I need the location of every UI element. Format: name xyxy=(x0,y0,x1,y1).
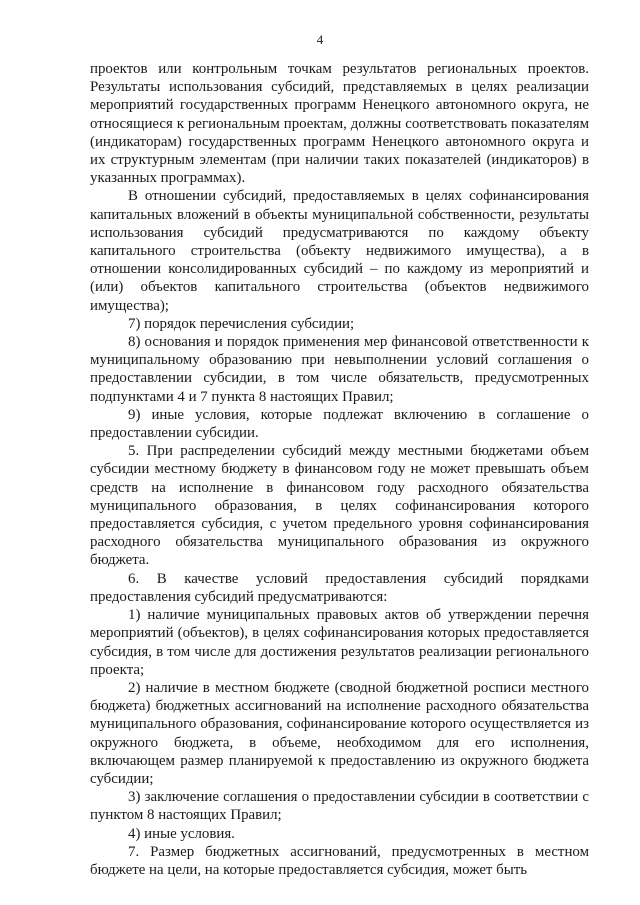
paragraph-condition-1: 1) наличие муниципальных правовых актов об утверждении перечня мероприятий (объектов), в целях софинансирования которых предоставляется субсидия, в том числе для достижения результатов реализации регионального проекта; xyxy=(90,607,589,678)
paragraph-condition-2: 2) наличие в местном бюджете (сводной бюджетной росписи местного бюджета) бюджетных ассигнований на исполнение расходного обязательства муниципального образования, софинансирование которого осуществляется из окружного бюджета, в объеме, необходимом для его исполнения, включающем размер планируемой к предоставлению из окружного бюджета субсидии; xyxy=(90,679,589,787)
paragraph-section-5: 5. При распределении субсидий между местными бюджетами объем субсидии местному бюджету в финансовом году не может превышать объем средств на исполнение в финансовом году расходного обязательства муниципального образования, в целях софинансирования которого предоставляется субсидия, с учетом предельного уровня софинансирования расходного обязательства муниципального образования из окружного бюджета. xyxy=(90,443,589,569)
paragraph-condition-3: 3) заключение соглашения о предоставлении субсидии в соответствии с пунктом 8 настоящих Правил; xyxy=(90,789,589,824)
paragraph-section-7: 7. Размер бюджетных ассигнований, предусмотренных в местном бюджете на цели, на которые предоставляется субсидия, может быть xyxy=(90,843,589,878)
paragraph-item-9: 9) иные условия, которые подлежат включению в соглашение о предоставлении субсидии. xyxy=(90,406,589,442)
paragraph-section-6: 6. В качестве условий предоставления субсидий порядками предоставления субсидий предусматриваются: xyxy=(90,570,589,605)
page-number: 4 xyxy=(316,32,324,47)
paragraph-item-7: 7) порядок перечисления субсидии; xyxy=(128,315,355,332)
paragraph-condition-4: 4) иные условия. xyxy=(128,825,235,842)
paragraph-item-8: 8) основания и порядок применения мер финансовой ответственности к муниципальному образованию при невыполнении условий соглашения о предоставлении субсидии, в том числе обязательств, предусмотренных подпунктами 4 и 7 пункта 8 настоящих Правил; xyxy=(90,334,589,405)
paragraph-continuation: проектов или контрольным точкам результатов региональных проектов. Результаты использования субсидий, представляемых в целях реализации мероприятий государственных программ Ненецкого автономного округа, не относящиеся к региональным проектам, должны соответствовать показателям (индикаторам) государственных программ Ненецкого автономного округа и их структурным элементам (при наличии таких показателей (индикаторов) в указанных программах). xyxy=(90,61,589,187)
paragraph-capital-investments: В отношении субсидий, предоставляемых в целях софинансирования капитальных вложений в объекты муниципальной собственности, результаты использования субсидий предусматриваются по каждому объекту капитального строительства (объекту недвижимого имущества), а в отношении консолидированных субсидий – по каждому из мероприятий и (или) объектов капитального строительства (объектов недвижимого имущества); xyxy=(90,188,589,314)
document-body xyxy=(90,60,589,879)
